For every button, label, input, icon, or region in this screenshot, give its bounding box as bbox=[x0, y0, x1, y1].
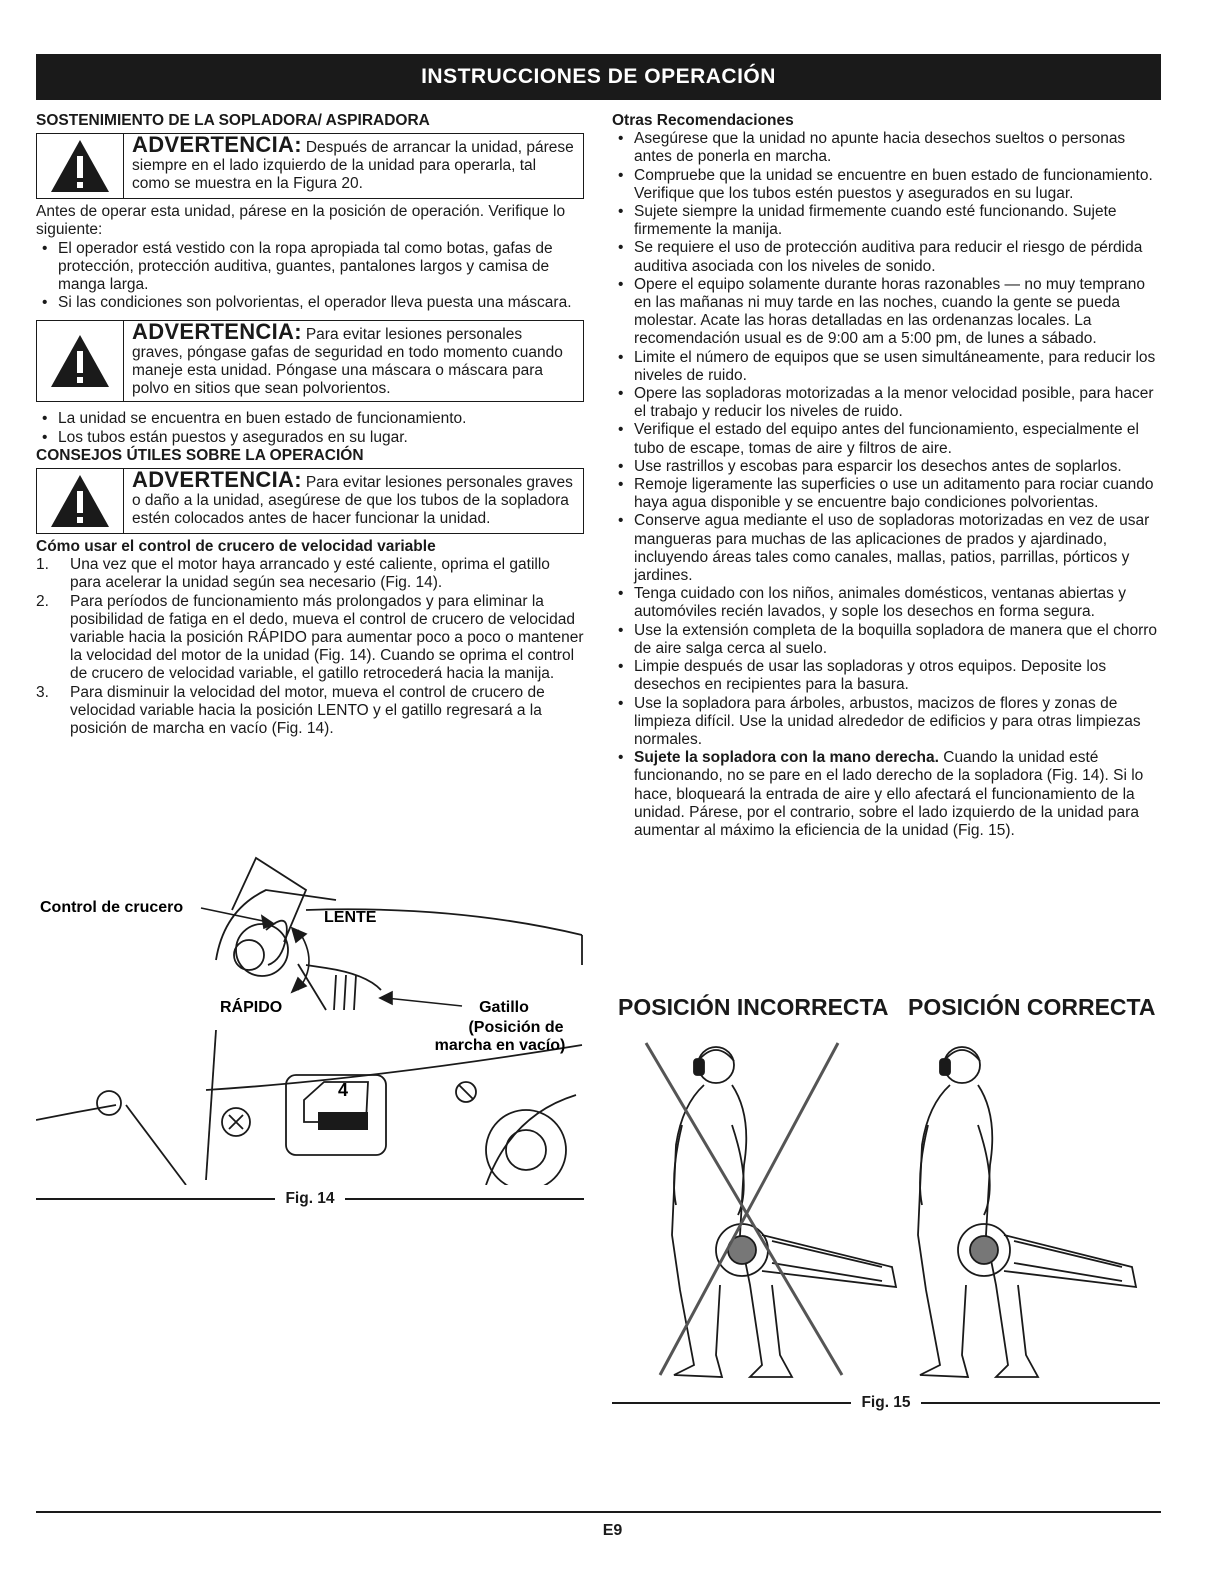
label-fast: RÁPIDO bbox=[220, 999, 283, 1016]
step-item: 2. Para períodos de funcionamiento más prolongados y para eliminar la posibilidad de fatiga en el dedo, mueva el control de crucero de velocidad variable hacia la posición RÁPIDO para aumentar poco a poco o mantener la velocidad del motor de la unidad (Fig. 14). Cuando se oprima el control de crucero de velocidad variable, el gatillo retrocederá hacia la manija. bbox=[36, 592, 584, 683]
label-trigger-position: (Posición de bbox=[468, 1019, 564, 1036]
list-item: • Use rastrillos y escobas para esparcir los desechos antes de soplarlos. bbox=[612, 458, 1160, 476]
list-item: • Tenga cuidado con los niños, animales domésticos, ventanas abiertas y automóviles recién lavados, y sople los desechos en forma segura. bbox=[612, 585, 1160, 621]
warning-text: Para evitar lesiones personales graves, póngase gafas de seguridad en todo momento cuando maneje esta unidad. Póngase una máscara o máscara para polvo en sitios que sean polvorientos. bbox=[132, 326, 563, 398]
list-item: • Los tubos están puestos y asegurados en su lugar. bbox=[36, 429, 584, 447]
list-item: • Si las condiciones son polvorientas, el operador lleva puesta una máscara. bbox=[36, 294, 584, 312]
list-item: • Opere el equipo solamente durante horas razonables — no muy temprano en las mañanas ni muy tarde en las noches, cuando la gente se pueda molestar. Acate las horas detalladas en las ordenanzas locales. La recomendación usual es de 9:00 am a 5:00 pm, de lunes a sábado. bbox=[612, 276, 1160, 349]
figure-15-caption bbox=[612, 1394, 1160, 1412]
title-incorrect-position: POSICIÓN INCORRECTA bbox=[618, 994, 889, 1020]
label-slow: LENTE bbox=[324, 909, 377, 926]
check-list-2 bbox=[36, 410, 584, 446]
label-trigger: Gatillo bbox=[479, 999, 529, 1016]
step-item: 3. Para disminuir la velocidad del motor, mueva el control de crucero de velocidad variable hacia la posición LENTO y el gatillo regresará a la posición de marcha en vacío (Fig. 14). bbox=[36, 683, 545, 738]
warning-triangle-icon bbox=[37, 469, 124, 533]
warning-box-2 bbox=[36, 320, 584, 402]
footer-divider bbox=[36, 1511, 1161, 1513]
list-item: • Use la sopladora para árboles, arbustos, macizos de flores y zonas de limpieza difícil. Use la unidad alrededor de edificios y para otras limpiezas normales. bbox=[612, 695, 1160, 750]
warning-text: Para evitar lesiones personales graves o daño a la unidad, asegúrese de que los tubos de la sopladora estén colocados antes de hacer funcionar la unidad. bbox=[132, 474, 573, 528]
list-item: • Opere las sopladoras motorizadas a la menor velocidad posible, para hacer el trabajo y reducir los niveles de ruido. bbox=[612, 385, 1160, 421]
list-item: • Remoje ligeramente las superficies o use un aditamento para rociar cuando haya agua disponible y se encuentre bajo condiciones polvorientas. bbox=[612, 476, 1160, 512]
recommendations-list bbox=[612, 130, 1160, 840]
warning-triangle-icon bbox=[37, 134, 124, 198]
warning-text: Después de arrancar la unidad, párese siempre en el lado izquierdo de la unidad para operarla, tal como se muestra en la Figura 20. bbox=[132, 139, 574, 193]
left-column bbox=[36, 112, 584, 738]
right-column bbox=[612, 112, 1160, 840]
list-item: • Sujete siempre la unidad firmemente cuando esté funcionando. Sujete firmemente la manija. bbox=[612, 203, 1160, 239]
label-cruise-control: Control de crucero bbox=[40, 899, 184, 916]
caption-label: Fig. 15 bbox=[861, 1394, 911, 1411]
heading-support: SOSTENIMIENTO DE LA SOPLADORA/ ASPIRADORA bbox=[36, 112, 430, 129]
list-item: • Conserve agua mediante el uso de sopladoras motorizadas en vez de usar mangueras para muchas de las aplicaciones de prados y ajardinado, incluyendo áreas tales como canales, mallas, patios, parrillas, pórticos y jardines. bbox=[612, 512, 1160, 585]
figure-15-illustration bbox=[612, 1035, 1160, 1385]
list-item: • Se requiere el uso de protección auditiva para reducir el riesgo de pérdida auditiva asociada con los niveles de sonido. bbox=[612, 239, 1160, 275]
step-item: 1. Una vez que el motor haya arrancado y esté caliente, oprima el gatillo para acelerar la unidad según sea necesario (Fig. 14). bbox=[36, 556, 550, 592]
warning-triangle-icon bbox=[37, 321, 124, 401]
list-item: • Compruebe que la unidad se encuentre en buen estado de funcionamiento. Verifique que los tubos estén puestos y asegurados en su lugar. bbox=[612, 167, 1160, 203]
check-list-1 bbox=[36, 240, 584, 313]
list-item-right-hand: • Sujete la sopladora con la mano derecha. Cuando la unidad esté funcionando, no se pare en el lado derecho de la sopladora (Fig. 14). Si lo hace, bloqueará la entrada de aire y ello afectará el funcionamiento de la unidad. Párese, por el contrario, sobre el lado izquierdo de la unidad para aumentar al máximo la eficiencia de la unidad (Fig. 15). bbox=[612, 749, 1160, 840]
warning-keyword: ADVERTENCIA: bbox=[132, 319, 302, 345]
section-banner: INSTRUCCIONES DE OPERACIÓN bbox=[36, 54, 1161, 100]
warning-keyword: ADVERTENCIA: bbox=[132, 467, 302, 493]
list-item: • Use la extensión completa de la boquilla sopladora de manera que el chorro de aire salga cerca al suelo. bbox=[612, 622, 1160, 658]
paragraph-check: Antes de operar esta unidad, párese en la posición de operación. Verifique lo siguiente: bbox=[36, 203, 566, 239]
page-number: E9 bbox=[602, 1522, 623, 1539]
list-item: • La unidad se encuentra en buen estado de funcionamiento. bbox=[36, 410, 584, 428]
figure-14-caption bbox=[36, 1190, 584, 1208]
heading-tips: CONSEJOS ÚTILES SOBRE LA OPERACIÓN bbox=[36, 446, 364, 464]
heading-other-recommendations: Otras Recomendaciones bbox=[612, 112, 794, 129]
person-incorrect bbox=[672, 1047, 896, 1377]
list-item: • Limite el número de equipos que se usen simultáneamente, para reducir los niveles de ruido. bbox=[612, 349, 1160, 385]
caption-label: Fig. 14 bbox=[285, 1190, 335, 1207]
label-trigger-idle: marcha en vacío) bbox=[434, 1037, 566, 1054]
title-correct-position: POSICIÓN CORRECTA bbox=[908, 994, 1156, 1020]
list-item: • Limpie después de usar las sopladoras y otros equipos. Deposite los desechos en recipientes para la basura. bbox=[612, 658, 1160, 694]
steps-list bbox=[36, 556, 584, 738]
person-correct bbox=[918, 1047, 1136, 1377]
list-item: • El operador está vestido con la ropa apropiada tal como botas, gafas de protección, protección auditiva, guantes, pantalones largos y camisa de manga larga. bbox=[36, 240, 584, 295]
warning-keyword: ADVERTENCIA: bbox=[132, 132, 302, 158]
cross-mark bbox=[646, 1043, 842, 1375]
figure-14-illustration bbox=[36, 850, 584, 1185]
list-item: • Asegúrese que la unidad no apunte hacia desechos sueltos o personas antes de ponerla en marcha. bbox=[612, 130, 1160, 166]
warning-box-1 bbox=[36, 133, 584, 199]
warning-box-3 bbox=[36, 468, 584, 534]
subheading-cruise: Cómo usar el control de crucero de velocidad variable bbox=[36, 538, 436, 556]
list-item: • Verifique el estado del equipo antes del funcionamiento, especialmente el tubo de escape, tomas de aire y filtros de aire. bbox=[612, 421, 1160, 457]
engine-badge: 4 bbox=[337, 1080, 349, 1100]
